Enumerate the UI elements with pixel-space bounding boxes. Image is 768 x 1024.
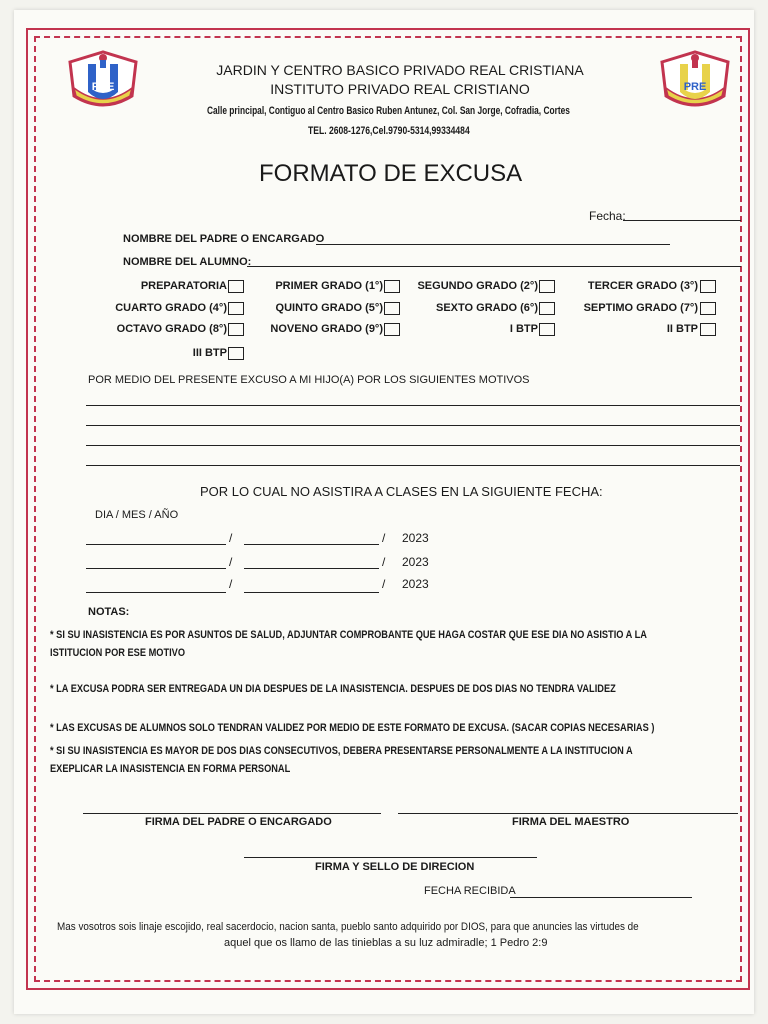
grade-label: II BTP — [666, 323, 698, 335]
date-separator: / — [382, 577, 386, 591]
fecha-label: Fecha: — [589, 209, 626, 223]
year-text: 2023 — [402, 555, 429, 569]
grade-checkbox[interactable] — [539, 302, 555, 315]
note-text: * SI SU INASISTENCIA ES POR ASUNTOS DE SALUD, ADJUNTAR COMPROBANTE QUE HAGA COSTAR QUE ESE DIA NO ASISTIO A LA — [50, 629, 647, 641]
motivo-line[interactable] — [86, 425, 740, 426]
grade-label: QUINTO GRADO (5°) — [275, 302, 383, 314]
motivo-line[interactable] — [86, 445, 740, 446]
grade-label: III BTP — [192, 347, 227, 359]
note-text: ISTITUCION POR ESE MOTIVO — [50, 647, 186, 659]
date-separator: / — [229, 577, 233, 591]
alumno-label: NOMBRE DEL ALUMNO: — [123, 256, 252, 268]
note-text: EXEPLICAR LA INASISTENCIA EN FORMA PERSONAL — [50, 763, 291, 775]
grade-checkbox[interactable] — [384, 302, 400, 315]
motivo-line[interactable] — [86, 405, 740, 406]
date-separator: / — [382, 555, 386, 569]
date-separator: / — [229, 555, 233, 569]
date-separator: / — [229, 531, 233, 545]
bible-verse-line1: Mas vosotros sois linaje escojido, real sacerdocio, nacion santa, pueblo santo adquirido por DIOS, para que anuncies las virtudes de — [57, 921, 639, 933]
firma-direccion-label: FIRMA Y SELLO DE DIRECION — [315, 861, 475, 873]
school-address: Calle principal, Contiguo al Centro Basico Ruben Antunez, Col. San Jorge, Cofradia, Cortes — [207, 105, 570, 117]
firma-padre-label: FIRMA DEL PADRE O ENCARGADO — [145, 816, 332, 828]
alumno-field[interactable] — [247, 266, 741, 267]
year-text: 2023 — [402, 577, 429, 591]
day-field[interactable] — [86, 568, 226, 569]
logo-text-right: PRE — [683, 81, 707, 93]
date-format-label: DIA / MES / AÑO — [95, 509, 179, 521]
padre-field[interactable] — [316, 244, 670, 245]
firma-padre-line[interactable] — [83, 813, 381, 814]
firma-maestro-line[interactable] — [398, 813, 738, 814]
note-text: * LA EXCUSA PODRA SER ENTREGADA UN DIA DESPUES DE LA INASISTENCIA. DESPUES DE DOS DIAS NO TENDRA VALIDEZ — [50, 683, 616, 695]
school-logo-left — [66, 48, 140, 114]
school-name-2: INSTITUTO PRIVADO REAL CRISTIANO — [270, 81, 530, 97]
page-title: FORMATO DE EXCUSA — [259, 160, 523, 187]
grade-label: PRIMER GRADO (1°) — [275, 280, 383, 292]
grade-checkbox[interactable] — [700, 323, 716, 336]
month-field[interactable] — [244, 544, 379, 545]
date-separator: / — [382, 531, 386, 545]
grade-checkbox[interactable] — [228, 280, 244, 293]
day-field[interactable] — [86, 544, 226, 545]
motivos-label: POR MEDIO DEL PRESENTE EXCUSO A MI HIJO(A) POR LOS SIGUIENTES MOTIVOS — [88, 374, 530, 386]
padre-label: NOMBRE DEL PADRE O ENCARGADO — [123, 233, 325, 245]
grade-label: I BTP — [509, 323, 538, 335]
grade-label: TERCER GRADO (3°) — [587, 280, 698, 292]
grade-checkbox[interactable] — [228, 323, 244, 336]
fecha-clases-label: POR LO CUAL NO ASISTIRA A CLASES EN LA SIGUIENTE FECHA: — [200, 484, 603, 499]
bible-verse-line2: aquel que os llamo de las tinieblas a su luz admiradle; 1 Pedro 2:9 — [224, 937, 548, 949]
school-phones: TEL. 2608-1276,Cel.9790-5314,99334484 — [308, 125, 470, 137]
fecha-field[interactable] — [623, 220, 741, 221]
day-field[interactable] — [86, 592, 226, 593]
grade-checkbox[interactable] — [700, 280, 716, 293]
month-field[interactable] — [244, 592, 379, 593]
note-text: * LAS EXCUSAS DE ALUMNOS SOLO TENDRAN VALIDEZ POR MEDIO DE ESTE FORMATO DE EXCUSA. (SACAR COPIAS NECESARIAS ) — [50, 722, 655, 734]
grade-checkbox[interactable] — [700, 302, 716, 315]
grade-checkbox[interactable] — [384, 280, 400, 293]
grade-checkbox[interactable] — [228, 302, 244, 315]
motivo-line[interactable] — [86, 465, 740, 466]
year-text: 2023 — [402, 531, 429, 545]
note-text: * SI SU INASISTENCIA ES MAYOR DE DOS DIAS CONSECUTIVOS, DEBERA PRESENTARSE PERSONALMENTE A LA INSTITUCION A — [50, 745, 633, 757]
notas-heading: NOTAS: — [88, 606, 130, 618]
school-name-1: JARDIN Y CENTRO BASICO PRIVADO REAL CRISTIANA — [216, 62, 584, 78]
fecha-recibida-field[interactable] — [510, 897, 692, 898]
month-field[interactable] — [244, 568, 379, 569]
logo-text-left: PRE — [91, 81, 115, 93]
grade-label: CUARTO GRADO (4°) — [115, 302, 227, 314]
fecha-recibida-label: FECHA RECIBIDA — [424, 885, 516, 897]
grade-label: PREPARATORIA — [140, 280, 227, 292]
school-logo-right — [658, 48, 732, 114]
grade-label: SEXTO GRADO (6°) — [436, 302, 538, 314]
grade-checkbox[interactable] — [539, 280, 555, 293]
firma-direccion-line[interactable] — [244, 857, 537, 858]
grade-label: SEGUNDO GRADO (2°) — [417, 280, 538, 292]
firma-maestro-label: FIRMA DEL MAESTRO — [512, 816, 630, 828]
grade-checkbox[interactable] — [228, 347, 244, 360]
grade-label: NOVENO GRADO (9°) — [270, 323, 383, 335]
grade-label: SEPTIMO GRADO (7°) — [583, 302, 698, 314]
grade-checkbox[interactable] — [539, 323, 555, 336]
grade-checkbox[interactable] — [384, 323, 400, 336]
grade-label: OCTAVO GRADO (8°) — [116, 323, 227, 335]
